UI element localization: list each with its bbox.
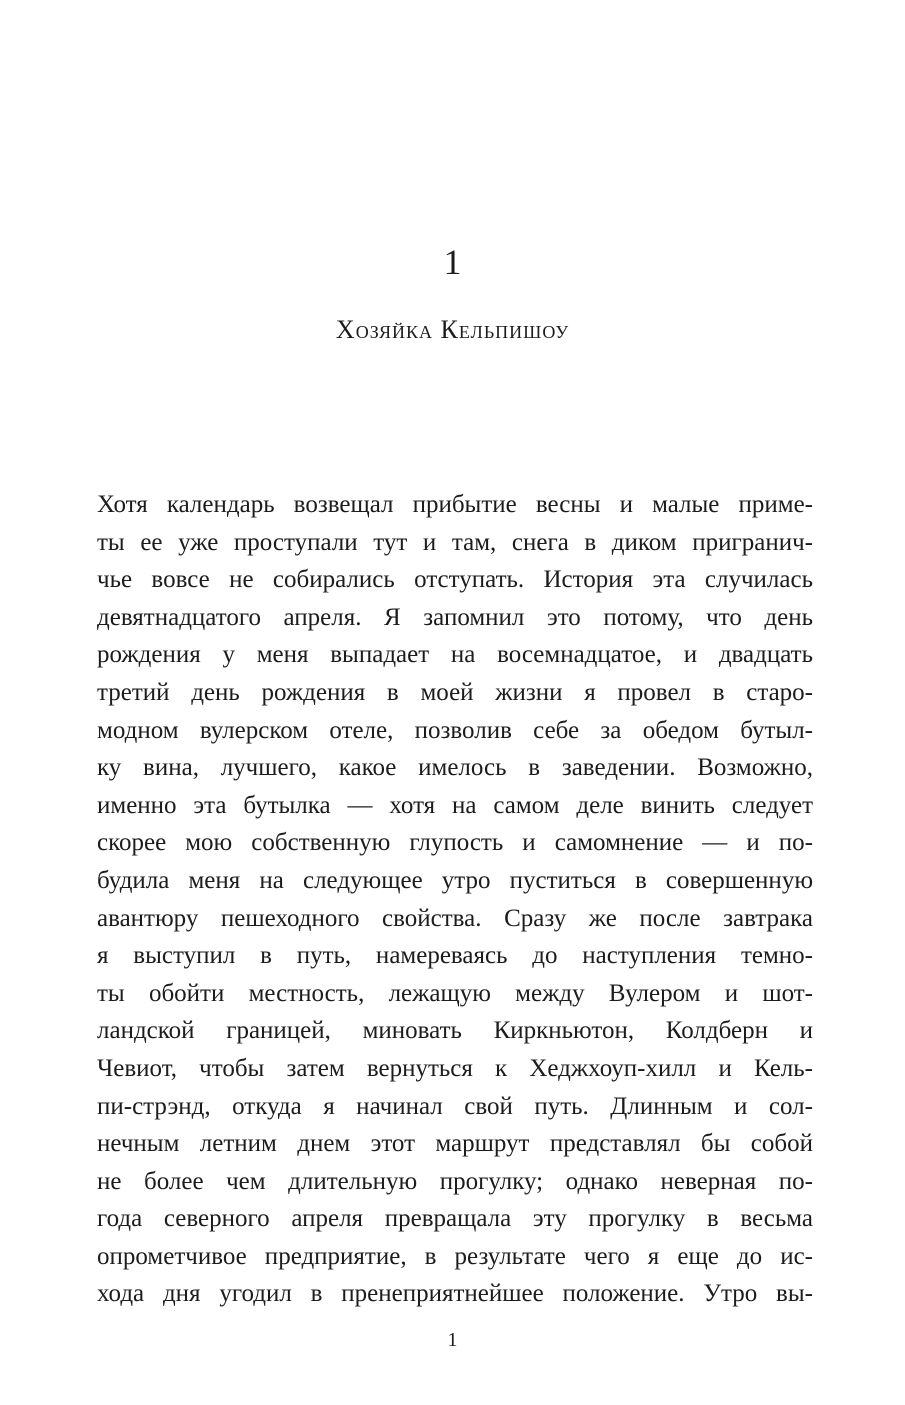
text-line: ты ее уже проступали тут и там, снега в диком пригранич- — [97, 528, 813, 556]
chapter-title: Хозяйка Кельпишоу — [335, 315, 570, 344]
page-number: 1 — [447, 1329, 458, 1351]
body-text — [97, 486, 813, 1313]
text-line: ты обойти местность, лежащую между Вулером и шот- — [97, 979, 813, 1007]
chapter-number: 1 — [443, 242, 462, 282]
text-line: нечным летним днем этот маршрут представлял бы собой — [97, 1130, 813, 1158]
text-line: третий день рождения в моей жизни я провел в старо- — [97, 678, 813, 706]
text-line: ландской границей, миновать Киркньютон, Колдберн и — [97, 1017, 813, 1045]
text-line: не более чем длительную прогулку; однако неверная по- — [97, 1167, 813, 1195]
text-line: именно эта бутылка — хотя на самом деле винить следует — [97, 791, 813, 819]
text-line: хода дня угодил в пренеприятнейшее положение. Утро вы- — [97, 1280, 813, 1308]
text-line: рождения у меня выпадает на восемнадцатое, и двадцать — [97, 641, 813, 669]
text-line: скорее мою собственную глупость и самомнение — и по- — [97, 829, 813, 857]
text-line: года северного апреля превращала эту прогулку в весьма — [97, 1205, 813, 1233]
text-line: Чевиот, чтобы затем вернуться к Хеджхоуп-хилл и Кель- — [97, 1054, 813, 1082]
text-line: пи-стрэнд, откуда я начинал свой путь. Длинным и сол- — [97, 1092, 813, 1120]
text-line: я выступил в путь, намереваясь до наступления темно- — [97, 942, 813, 970]
text-line: модном вулерском отеле, позволив себе за обедом бутыл- — [97, 716, 813, 744]
text-line: чье вовсе не собирались отступать. История эта случилась — [97, 566, 813, 594]
text-line: будила меня на следующее утро пуститься в совершенную — [97, 866, 813, 894]
text-line: девятнадцатого апреля. Я запомнил это потому, что день — [97, 603, 813, 631]
text-line: Хотя календарь возвещал прибытие весны и малые приме- — [97, 491, 813, 518]
text-line: авантюру пешеходного свойства. Сразу же после завтрака — [97, 904, 813, 932]
text-line: опрометчивое предприятие, в результате чего я еще до ис- — [97, 1242, 813, 1270]
text-line: ку вина, лучшего, какое имелось в заведении. Возможно, — [97, 754, 813, 782]
